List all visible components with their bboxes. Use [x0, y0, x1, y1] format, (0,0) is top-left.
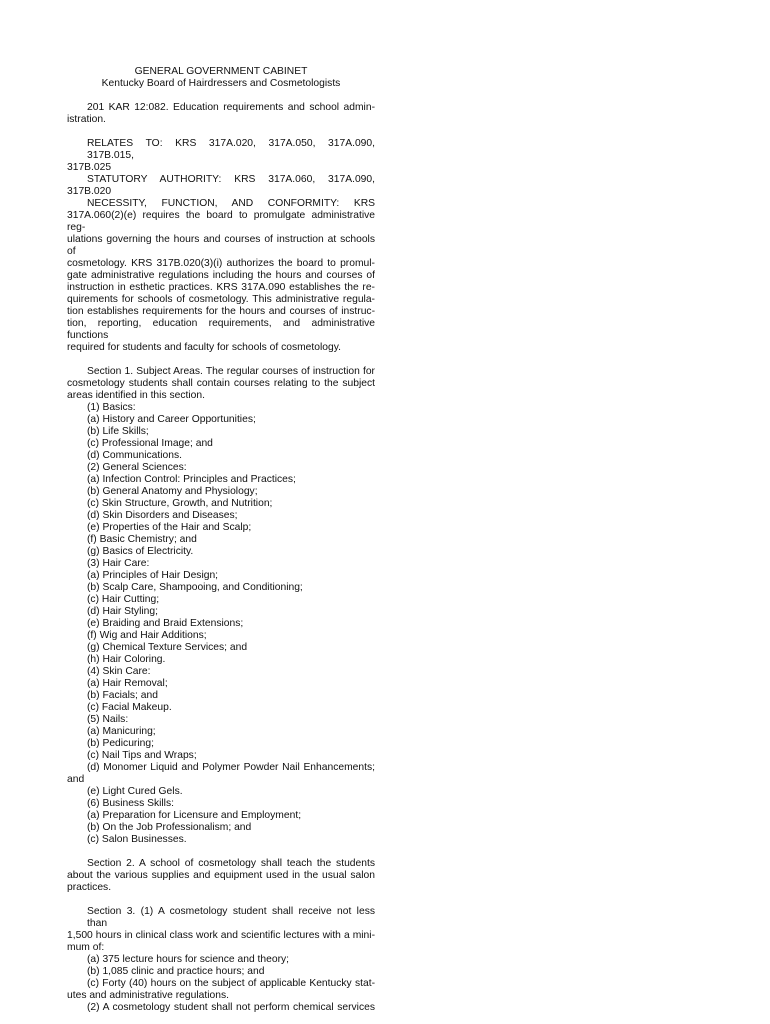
list-item: (c) Forty (40) hours on the subject of applicable Kentucky stat- [87, 978, 375, 989]
section-2-line: Section 2. A school of cosmetology shall teach the students [87, 858, 375, 869]
list-item: (d) Communications. [87, 450, 182, 461]
list-item: (e) Light Cured Gels. [87, 786, 183, 797]
spacer [67, 894, 375, 906]
necessity-line: instruction in esthetic practices. KRS 317A.090 establishes the re- [67, 282, 375, 293]
list-item-continuation: utes and administrative regulations. [67, 990, 229, 1001]
list-item: (a) History and Career Opportunities; [87, 414, 256, 425]
section-3-line: (2) A cosmetology student shall not perform chemical services [87, 1002, 375, 1013]
list-item: (a) Preparation for Licensure and Employment; [87, 810, 302, 821]
authority-line: STATUTORY AUTHORITY: KRS 317A.060, 317A.090, [87, 174, 375, 185]
relates-to-line: RELATES TO: KRS 317A.020, 317A.050, 317A.090, 317B.015, [87, 138, 375, 161]
section-2-line: about the various supplies and equipment used in the usual salon [67, 870, 375, 881]
list-item: (a) Hair Removal; [87, 678, 168, 689]
necessity-line: quirements for schools of cosmetology. This administrative regula- [67, 294, 375, 305]
regulation-title-line: istration. [67, 114, 106, 125]
list-item: (h) Hair Coloring. [87, 654, 166, 665]
list-item-continuation: and [67, 774, 85, 785]
list-item: (b) On the Job Professionalism; and [87, 822, 252, 833]
section-1-line: Section 1. Subject Areas. The regular courses of instruction for [87, 366, 375, 377]
relates-to-line: 317B.025 [67, 162, 112, 173]
list-item: (1) Basics: [87, 402, 136, 413]
list-item: (d) Hair Styling; [87, 606, 158, 617]
list-item: (c) Hair Cutting; [87, 594, 160, 605]
necessity-line: NECESSITY, FUNCTION, AND CONFORMITY: KRS [87, 198, 375, 209]
list-item: (c) Salon Businesses. [87, 834, 187, 845]
list-item: (a) Manicuring; [87, 726, 156, 737]
list-item: (a) 375 lecture hours for science and theory; [87, 954, 290, 965]
necessity-line: required for students and faculty for schools of cosmetology. [67, 342, 341, 353]
section-1-line: cosmetology students shall contain courses relating to the subject [67, 378, 375, 389]
section-3-line: Section 3. (1) A cosmetology student shall receive not less than [87, 906, 375, 929]
list-item: (b) General Anatomy and Physiology; [87, 486, 258, 497]
section-3-line: 1,500 hours in clinical class work and scientific lectures with a mini- [67, 930, 375, 941]
authority-line: 317B.020 [67, 186, 112, 197]
list-item: (a) Principles of Hair Design; [87, 570, 219, 581]
list-item: (e) Properties of the Hair and Scalp; [87, 522, 252, 533]
list-item: (b) Scalp Care, Shampooing, and Conditioning; [87, 582, 303, 593]
spacer [67, 846, 375, 858]
necessity-line: ulations governing the hours and courses of instruction at schools of [67, 234, 375, 257]
list-item: (b) Pedicuring; [87, 738, 154, 749]
list-item: (a) Infection Control: Principles and Practices; [87, 474, 296, 485]
list-item: (c) Nail Tips and Wraps; [87, 750, 197, 761]
section-3-line: mum of: [67, 942, 105, 953]
regulation-page [67, 66, 375, 1014]
list-item: (d) Skin Disorders and Diseases; [87, 510, 238, 521]
spacer [67, 354, 375, 366]
list-item: (b) Facials; and [87, 690, 158, 701]
list-item: (2) General Sciences: [87, 462, 187, 473]
section-1-line: areas identified in this section. [67, 390, 205, 401]
list-item: (g) Basics of Electricity. [87, 546, 194, 557]
regulation-title-line: 201 KAR 12:082. Education requirements and school admin- [87, 102, 375, 113]
list-item: (f) Basic Chemistry; and [87, 534, 197, 545]
list-item: (4) Skin Care: [87, 666, 151, 677]
spacer [67, 126, 375, 138]
necessity-line: cosmetology. KRS 317B.020(3)(i) authorizes the board to promul- [67, 258, 375, 269]
list-item: (g) Chemical Texture Services; and [87, 642, 248, 653]
necessity-line: tion, reporting, education requirements, and administrative functions [67, 318, 375, 341]
section-2-line: practices. [67, 882, 112, 893]
necessity-line: tion establishes requirements for the hours and courses of instruc- [67, 306, 375, 317]
spacer [67, 90, 375, 102]
necessity-line: gate administrative regulations including the hours and courses of [67, 270, 375, 281]
board-heading: Kentucky Board of Hairdressers and Cosmetologists [101, 78, 341, 89]
list-item: (c) Facial Makeup. [87, 702, 172, 713]
list-item: (e) Braiding and Braid Extensions; [87, 618, 244, 629]
list-item: (c) Professional Image; and [87, 438, 213, 449]
list-item: (d) Monomer Liquid and Polymer Powder Nail Enhancements; [87, 762, 375, 773]
necessity-line: 317A.060(2)(e) requires the board to promulgate administrative reg- [67, 210, 375, 233]
list-item: (3) Hair Care: [87, 558, 150, 569]
list-item: (c) Skin Structure, Growth, and Nutrition; [87, 498, 273, 509]
list-item: (b) 1,085 clinic and practice hours; and [87, 966, 265, 977]
cabinet-heading: GENERAL GOVERNMENT CABINET [134, 66, 308, 77]
list-item: (f) Wig and Hair Additions; [87, 630, 207, 641]
list-item: (b) Life Skills; [87, 426, 149, 437]
list-item: (6) Business Skills: [87, 798, 174, 809]
list-item: (5) Nails: [87, 714, 129, 725]
